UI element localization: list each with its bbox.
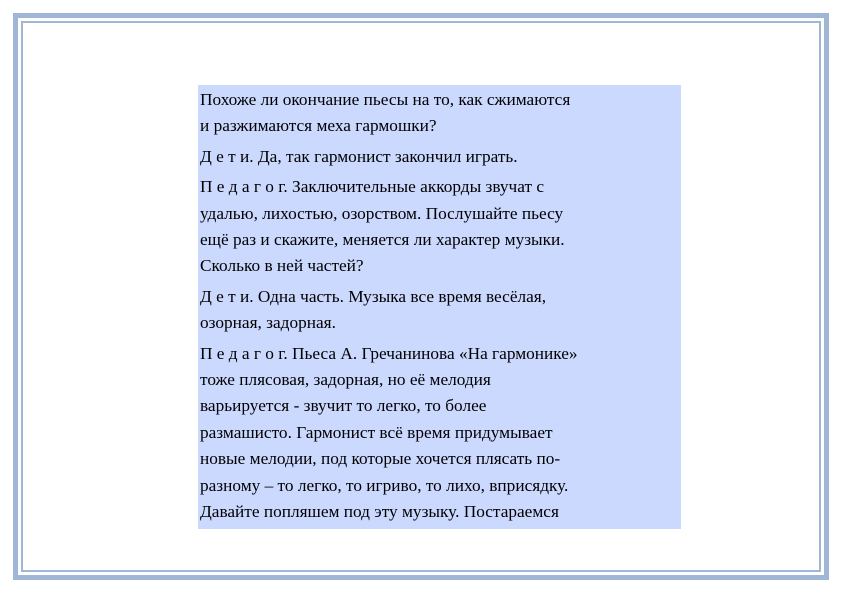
text-line: Давайте попляшем под эту музыку. Постараемся (200, 502, 559, 522)
paragraph-children-answer-2 (200, 284, 681, 337)
text-line: разному – то легко, то игриво, то лихо, вприсядку. (200, 475, 569, 495)
text-line: и разжимаются меха гармошки? (200, 116, 437, 136)
text-line: новые мелодии, под которые хочется плясать по- (200, 449, 561, 469)
text-line: П е д а г о г. Пьеса А. Гречанинова «На гармонике» (200, 343, 578, 363)
text-line: Похоже ли окончание пьесы на то, как сжимаются (200, 90, 571, 109)
text-line: П е д а г о г. Заключительные аккорды звучат с (200, 177, 545, 197)
text-line: озорная, задорная. (200, 313, 336, 333)
paragraph-question (200, 87, 681, 140)
text-line: ещё раз и скажите, меняется ли характер музыки. (200, 230, 565, 250)
text-line: Сколько в ней частей? (200, 256, 364, 276)
text-line: варьируется - звучит то легко, то более (200, 396, 487, 416)
paragraph-teacher-1 (200, 174, 681, 280)
text-box (198, 85, 681, 529)
text-line: Д е т и. Одна часть. Музыка все время весёлая, (200, 286, 547, 306)
paragraph-children-answer-1 (200, 144, 681, 170)
paragraph-teacher-2 (200, 341, 681, 526)
text-line: удалью, лихостью, озорством. Послушайте пьесу (200, 203, 564, 223)
text-line: тоже плясовая, задорная, но её мелодия (200, 370, 491, 390)
text-line: размашисто. Гармонист всё время придумывает (200, 422, 553, 442)
text-line: Д е т и. Да, так гармонист закончил играть. (200, 146, 518, 166)
